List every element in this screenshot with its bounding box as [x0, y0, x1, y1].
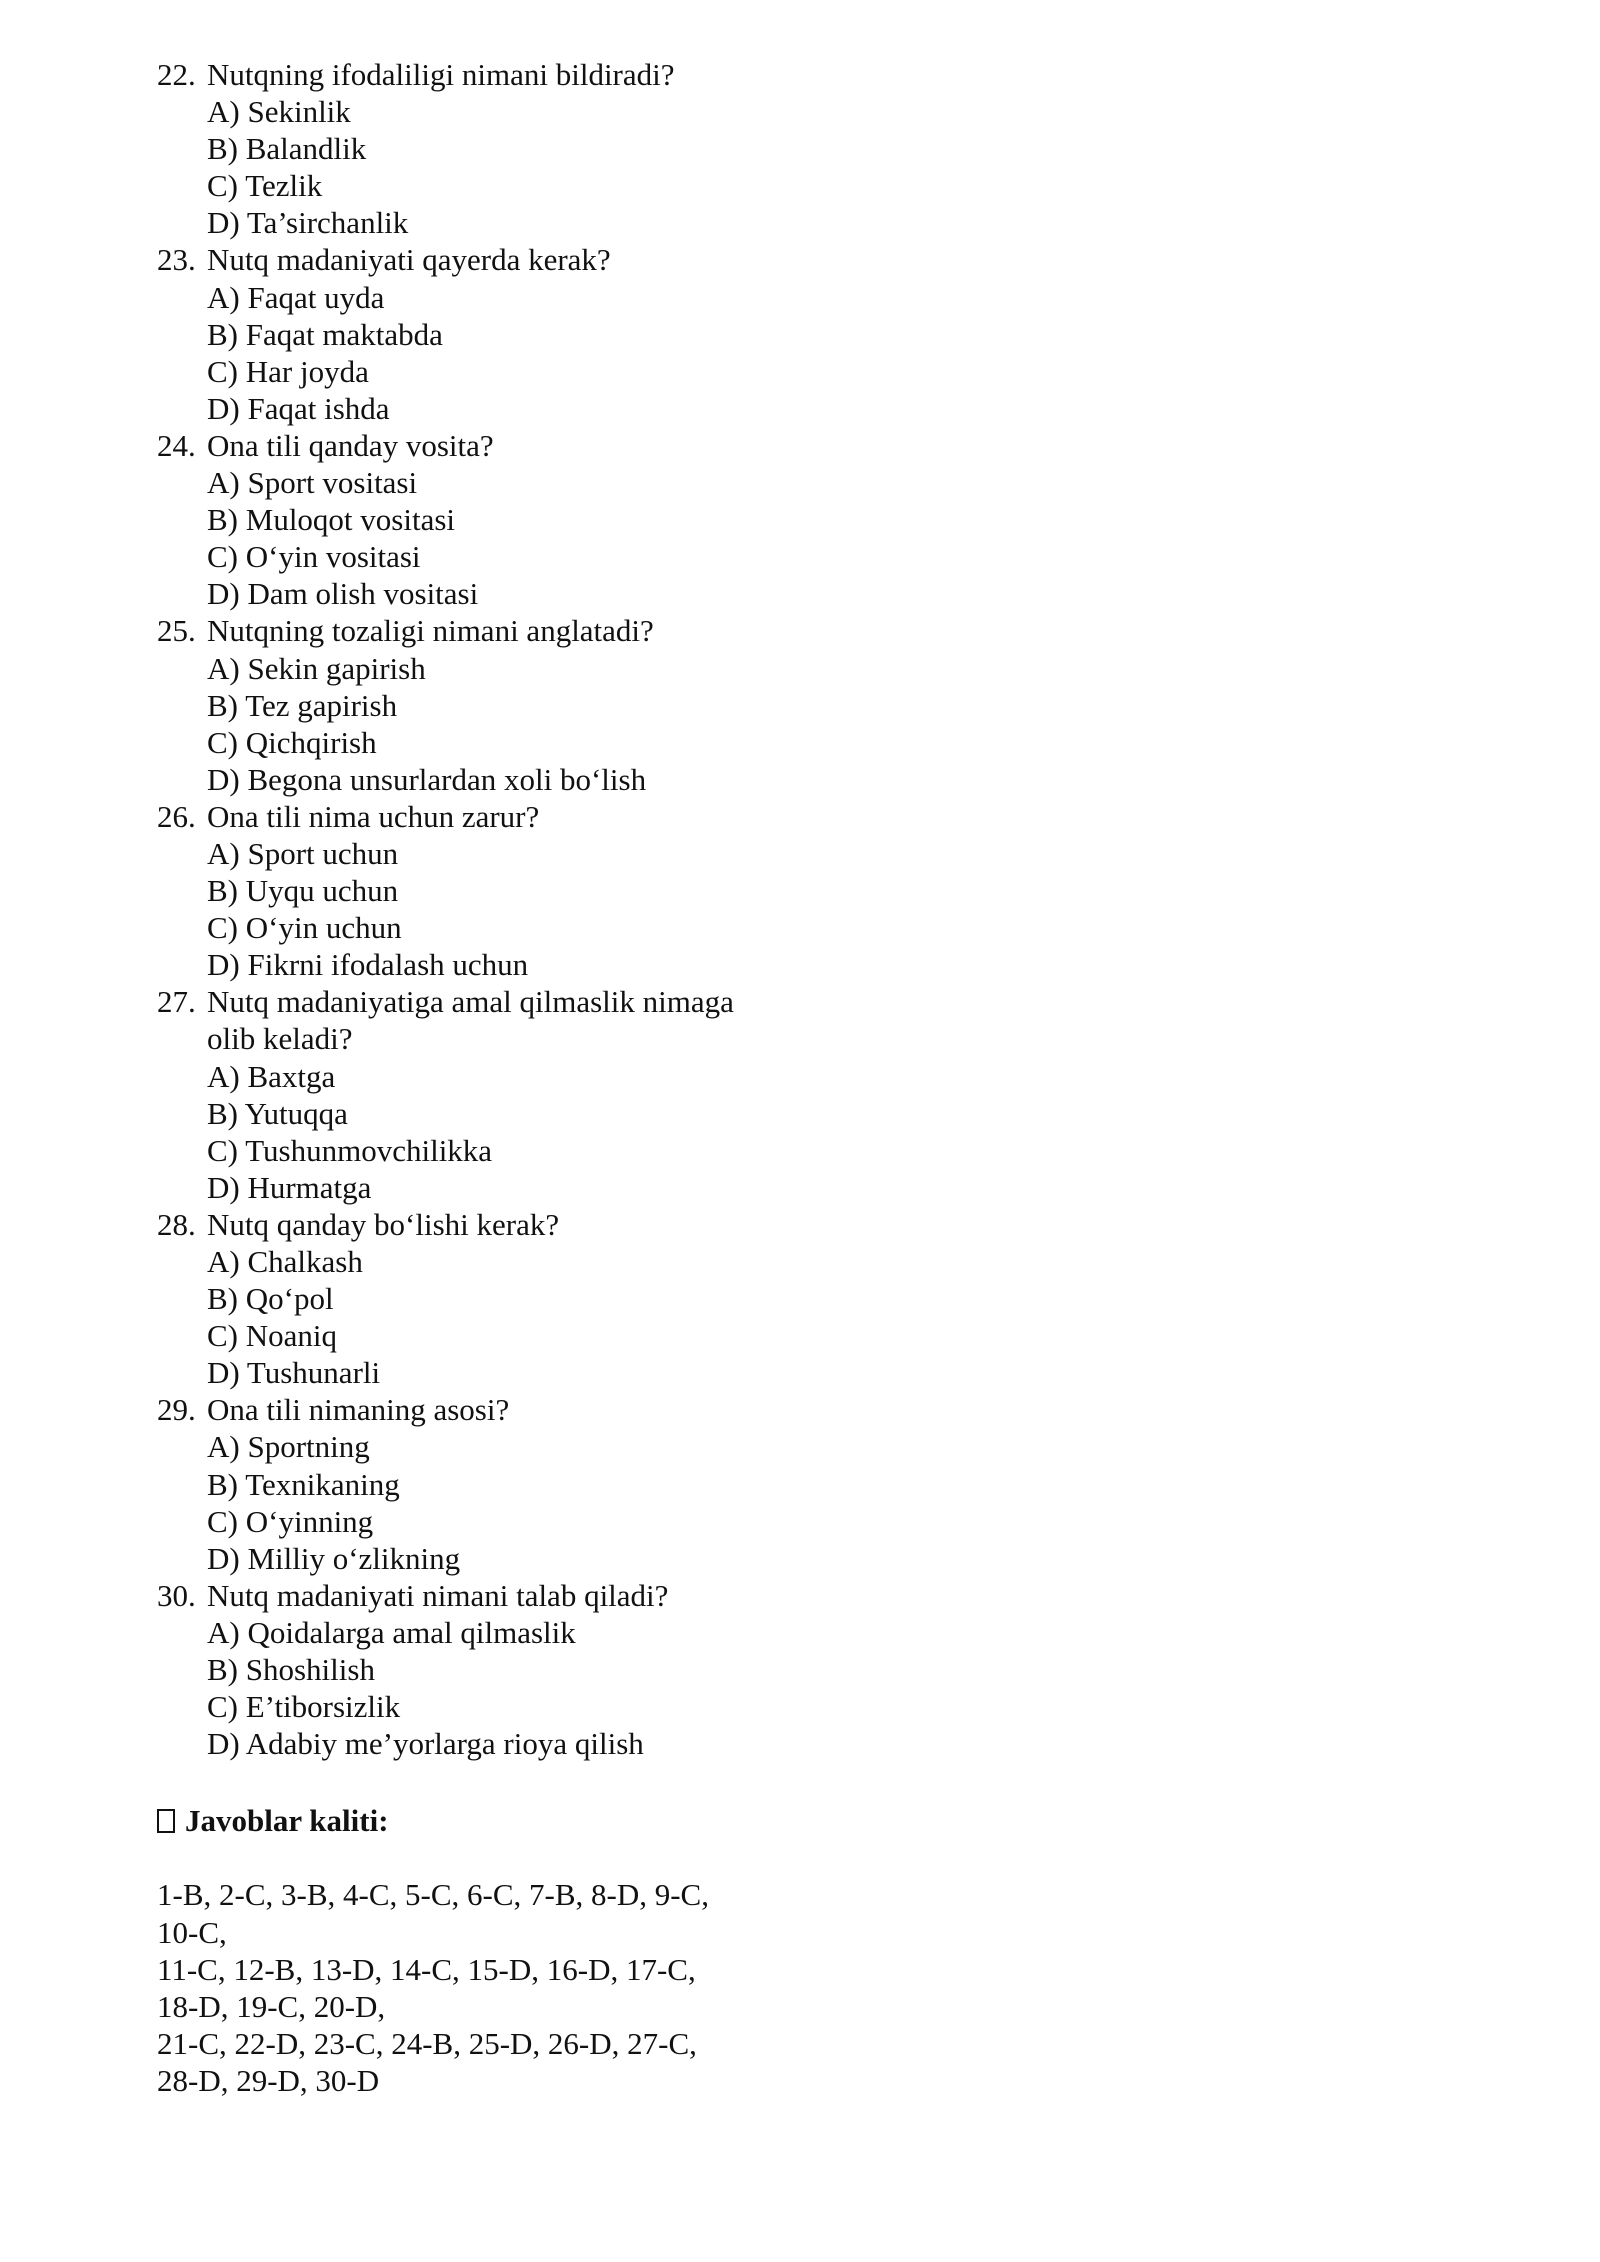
question-number: 30.	[157, 1577, 196, 1613]
answer-key-heading	[157, 1802, 917, 1839]
answer-option: B) Muloqot vositasi	[207, 502, 456, 538]
answer-option: D) Fikrni ifodalash uchun	[207, 947, 529, 983]
answer-option: C) E’tiborsizlik	[207, 1689, 401, 1725]
answer-option: C) Tezlik	[207, 168, 323, 204]
answer-option: C) Qichqirish	[207, 724, 377, 760]
answer-option: B) Balandlik	[207, 131, 367, 167]
question-item	[157, 1577, 917, 1762]
question-number: 26.	[157, 798, 196, 834]
question-line	[157, 1391, 917, 1428]
answer-option: A) Sport vositasi	[207, 465, 418, 501]
answer-option: C) Tushunmovchilikka	[207, 1132, 493, 1168]
answer-key-line: 11-C, 12-B, 13-D, 14-C, 15-D, 16-D, 17-C,	[157, 1951, 696, 1987]
question-text: Nutqning tozaligi nimani anglatadi?	[207, 613, 654, 649]
question-item	[157, 1391, 917, 1576]
answer-option: B) Tez gapirish	[207, 687, 398, 723]
question-item	[157, 1206, 917, 1391]
answer-option: B) Shoshilish	[207, 1652, 375, 1688]
answer-key-title: Javoblar kaliti:	[185, 1803, 389, 1839]
question-text: Nutq qanday bo‘lishi kerak?	[207, 1206, 560, 1242]
answer-option: C) O‘yin uchun	[207, 910, 402, 946]
question-text: Ona tili nimaning asosi?	[207, 1392, 510, 1428]
answer-option: D) Begona unsurlardan xoli bo‘lish	[207, 761, 647, 797]
document-content	[157, 56, 917, 2099]
question-line	[157, 983, 917, 1020]
answer-option: D) Adabiy me’yorlarga rioya qilish	[207, 1726, 644, 1762]
question-number: 25.	[157, 613, 196, 649]
question-item	[157, 427, 917, 612]
answer-option: A) Sekinlik	[207, 94, 351, 130]
missing-glyph-box-icon	[157, 1809, 175, 1833]
answer-key-lines	[157, 1876, 917, 2099]
question-number: 28.	[157, 1206, 196, 1242]
question-text: olib keladi?	[207, 1021, 353, 1057]
answer-option: A) Chalkash	[207, 1244, 363, 1279]
answer-option: C) Har joyda	[207, 353, 369, 389]
question-line	[157, 1020, 917, 1057]
question-list	[157, 56, 917, 1762]
question-number: 23.	[157, 242, 196, 278]
answer-option: D) Ta’sirchanlik	[207, 205, 409, 241]
question-number: 29.	[157, 1392, 196, 1428]
question-text: Nutq madaniyati qayerda kerak?	[207, 242, 611, 278]
answer-option: A) Sport uchun	[207, 835, 399, 871]
answer-option: C) Noaniq	[207, 1318, 338, 1354]
answer-key-line: 21-C, 22-D, 23-C, 24-B, 25-D, 26-D, 27-C,	[157, 2025, 697, 2061]
question-text: Ona tili qanday vosita?	[207, 427, 494, 463]
question-item	[157, 241, 917, 426]
answer-option: C) O‘yin vositasi	[207, 539, 421, 575]
answer-key-line: 10-C,	[157, 1914, 227, 1950]
question-text: Nutq madaniyati nimani talab qiladi?	[207, 1577, 669, 1613]
question-line	[157, 1577, 917, 1614]
answer-option: B) Faqat maktabda	[207, 316, 443, 352]
answer-option: C) O‘yinning	[207, 1503, 374, 1539]
question-number: 24.	[157, 427, 196, 463]
question-text: Ona tili nima uchun zarur?	[207, 798, 540, 834]
answer-option: A) Baxtga	[207, 1058, 336, 1094]
question-line	[157, 1206, 917, 1243]
answer-key-line: 28-D, 29-D, 30-D	[157, 2062, 380, 2098]
question-number: 22.	[157, 57, 196, 92]
answer-option: B) Qo‘pol	[207, 1281, 334, 1317]
question-item	[157, 798, 917, 983]
answer-option: B) Texnikaning	[207, 1466, 400, 1502]
question-line	[157, 241, 917, 278]
answer-option: A) Faqat uyda	[207, 279, 385, 315]
answer-option: D) Tushunarli	[207, 1355, 381, 1391]
answer-key-line: 18-D, 19-C, 20-D,	[157, 1988, 386, 2024]
answer-option: D) Milliy o‘zlikning	[207, 1540, 461, 1576]
question-line	[157, 427, 917, 464]
answer-option: A) Sportning	[207, 1429, 370, 1465]
answer-option: B) Uyqu uchun	[207, 873, 399, 909]
answer-option: A) Qoidalarga amal qilmaslik	[207, 1614, 576, 1650]
answer-option: D) Faqat ishda	[207, 390, 390, 426]
question-line	[157, 612, 917, 649]
question-line	[157, 798, 917, 835]
answer-option: D) Dam olish vositasi	[207, 576, 479, 612]
question-item	[157, 983, 917, 1206]
answer-option: D) Hurmatga	[207, 1169, 372, 1205]
question-line	[157, 56, 917, 93]
answer-option: B) Yutuqqa	[207, 1095, 348, 1131]
question-text: Nutqning ifodaliligi nimani bildiradi?	[207, 57, 675, 92]
answer-key-line: 1-B, 2-C, 3-B, 4-C, 5-C, 6-C, 7-B, 8-D, 9-C,	[157, 1877, 709, 1913]
question-number: 27.	[157, 984, 196, 1020]
question-item	[157, 612, 917, 797]
answer-key-section	[157, 1802, 917, 2099]
question-text: Nutq madaniyatiga amal qilmaslik nimaga	[207, 984, 734, 1020]
question-item	[157, 56, 917, 241]
answer-option: A) Sekin gapirish	[207, 650, 426, 686]
question-number-spacer	[157, 1020, 207, 1057]
